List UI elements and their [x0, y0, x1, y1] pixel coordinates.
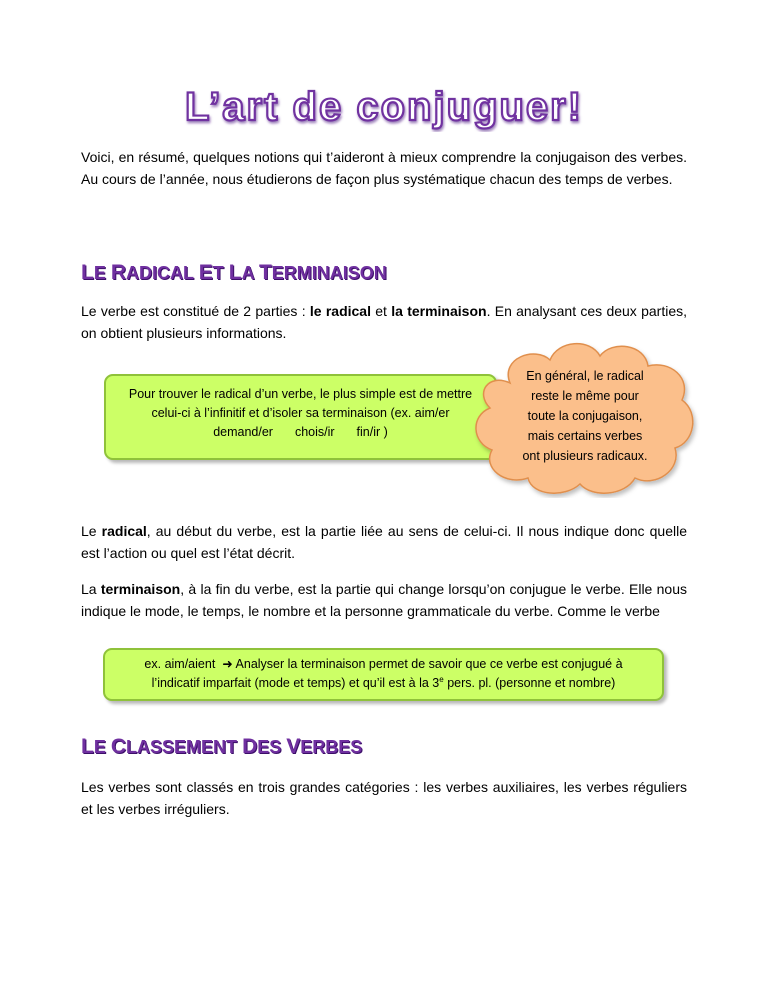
box-line: ex. aim/aient ➜ Analyser la terminaison permet de savoir que ce verbe est conjugué à	[144, 657, 623, 671]
radical-tip-box	[104, 374, 497, 460]
heading-word: RADICAL	[110, 261, 194, 284]
section-heading-classement	[81, 735, 362, 759]
heading-word: LE	[81, 261, 106, 284]
example-verb: chois/ir	[294, 425, 335, 439]
section-heading-radical	[81, 261, 387, 285]
heading-word: LE	[81, 735, 106, 758]
cloud-text: En général, le radical reste le même pour toute la conjugaison, mais certains verbes ont plusieurs radicaux.	[522, 369, 648, 463]
example-verb: demand/er	[213, 425, 273, 439]
term-radical: radical	[101, 523, 147, 539]
term-radical: le radical	[309, 303, 371, 319]
heading-word: VERBES	[286, 735, 363, 758]
example-verb: fin/ir )	[356, 425, 388, 439]
title-text: L’art de conjuguer!	[184, 85, 584, 129]
heading-word: TERMINAISON	[258, 261, 387, 284]
heading-word: CLASSEMENT	[110, 735, 238, 758]
page-title	[0, 82, 768, 132]
heading-word: LA	[228, 261, 254, 284]
paragraph-terminaison: La terminaison, à la fin du verbe, est la partie qui change lorsqu’on conjugue le verbe. Elle nous indique le mode, le temps, le nombre et la personne grammaticale du verbe. Comme le verbe	[81, 581, 687, 619]
paragraph-parties: Le verbe est constitué de 2 parties : le radical et la terminaison. En analysant ces deux parties, on obtient plusieurs informations.	[81, 303, 687, 341]
paragraph-radical: Le radical, au début du verbe, est la partie liée au sens de celui-ci. Il nous indique donc quelle est l’action ou quel est l’état décrit.	[81, 523, 687, 561]
term-terminaison: terminaison	[100, 581, 181, 597]
heading-word: DES	[242, 735, 282, 758]
paragraph-classement: Les verbes sont classés en trois grandes catégories : les verbes auxiliaires, les verbes réguliers et les verbes irréguliers.	[81, 779, 687, 817]
term-terminaison: la terminaison	[391, 303, 487, 319]
heading-word: ET	[198, 261, 224, 284]
arrow-right-icon: ➜	[222, 657, 233, 671]
box-line: celui-ci à l’infinitif et d’isoler sa terminaison (ex. aim/er	[151, 406, 450, 420]
box-examples	[118, 423, 483, 442]
intro-paragraph: Voici, en résumé, quelques notions qui t’aideront à mieux comprendre la conjugaison des verbes. Au cours de l’année, nous étudierons de façon plus systématique chacun des temps de verbes.	[81, 149, 687, 187]
example-box	[103, 648, 664, 701]
box-line: Pour trouver le radical d’un verbe, le plus simple est de mettre	[128, 387, 473, 401]
box-line: l’indicatif imparfait (mode et temps) et qu’il est à la 3e pers. pl. (personne et nombre)	[151, 674, 616, 690]
